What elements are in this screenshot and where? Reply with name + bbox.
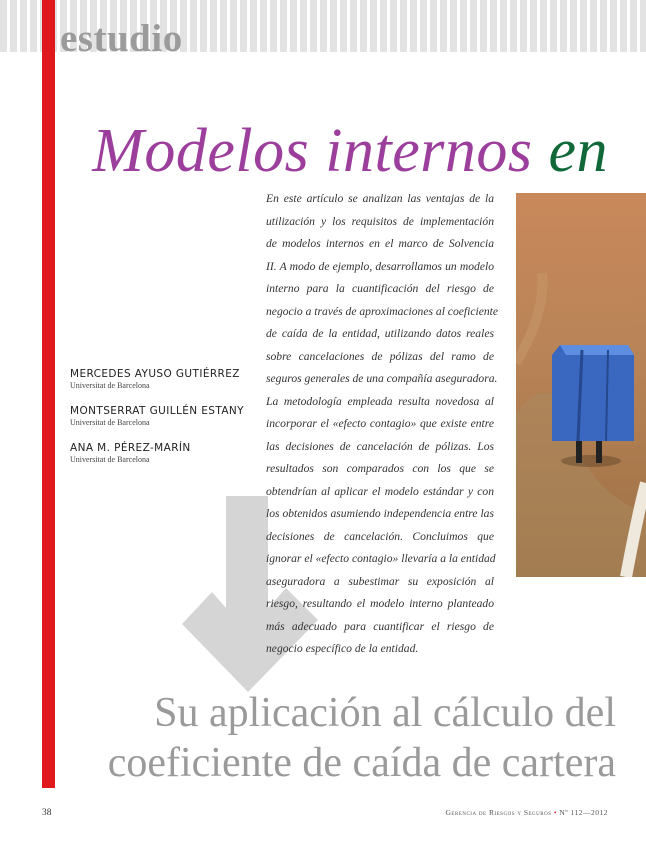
- abstract-line: las decisiones de cancelación de pólizas. Los: [266, 439, 494, 453]
- abstract-line: decisiones de cancelación. Concluimos que: [266, 529, 494, 543]
- author-affiliation: Universitat de Barcelona: [70, 381, 150, 390]
- abstract: [266, 188, 499, 661]
- abstract-line: resultados son comparados con los que se: [266, 462, 494, 475]
- illustration: [516, 193, 646, 577]
- author-entry: [70, 404, 250, 428]
- author-name: ANA M. PÉREZ-MARÍN: [70, 442, 191, 454]
- journal-name: Gerencia de Riesgos y Seguros: [445, 808, 552, 817]
- journal-issue: Nº 112—2012: [559, 808, 608, 817]
- subtitle-line: Su aplicación al cálculo del: [154, 690, 616, 736]
- author-entry: [70, 441, 250, 465]
- author-affiliation: Universitat de Barcelona: [70, 418, 150, 427]
- abstract-line: los obtenidos asumiendo independencia entre las: [266, 507, 494, 520]
- abstract-line: sobre cancelaciones de pólizas del ramo de: [266, 349, 494, 363]
- abstract-line: interno para la cuantificación del riesgo de: [266, 282, 494, 295]
- abstract-line: seguros generales de una compañía aseguradora.: [266, 372, 498, 385]
- abstract-line: de caída de la entidad, utilizando datos reales: [266, 327, 494, 340]
- abstract-line: incorporar el «efecto contagio» que existe entre: [266, 417, 494, 430]
- author-list: [70, 367, 250, 478]
- abstract-line: más adecuado para cuantificar el riesgo de: [266, 619, 494, 633]
- page-number: 38: [42, 808, 52, 818]
- abstract-line: riesgo, resultando el modelo interno planteado: [266, 597, 494, 610]
- abstract-line: utilización y los requisitos de implementación: [266, 214, 494, 228]
- footer-separator: •: [553, 808, 558, 817]
- author-name: MONTSERRAT GUILLÉN ESTANY: [70, 405, 244, 417]
- abstract-line: II. A modo de ejemplo, desarrollamos un modelo: [266, 259, 494, 273]
- abstract-line: aseguradora a subestimar su exposición al: [266, 574, 494, 588]
- article-subtitle: [108, 688, 616, 788]
- author-name: MERCEDES AYUSO GUTIÉRREZ: [70, 368, 240, 380]
- abstract-line: ignorar el «efecto contagio» llevaría a la entidad: [266, 552, 496, 565]
- red-margin-bar: [42, 0, 55, 788]
- article-title: [92, 114, 608, 188]
- article-title-part1: Modelos internos: [92, 117, 533, 185]
- abstract-line: La metodología empleada resulta novedosa al: [266, 394, 494, 408]
- journal-footer: [445, 808, 608, 817]
- article-title-part2: en: [548, 117, 608, 185]
- abstract-line: negocio a través de aproximaciones al coeficiente: [266, 304, 499, 318]
- author-entry: [70, 367, 250, 391]
- abstract-line: negocio específico de la entidad.: [266, 642, 419, 655]
- abstract-line: de modelos internos en el marco de Solvencia: [266, 237, 494, 250]
- author-affiliation: Universitat de Barcelona: [70, 455, 150, 464]
- section-label: estudio: [60, 17, 183, 60]
- abstract-line: En este artículo se analizan las ventajas de la: [266, 192, 494, 205]
- abstract-line: obtendrían al aplicar el modelo estándar y con: [266, 484, 494, 498]
- subtitle-line: coeficiente de caída de cartera: [107, 740, 616, 786]
